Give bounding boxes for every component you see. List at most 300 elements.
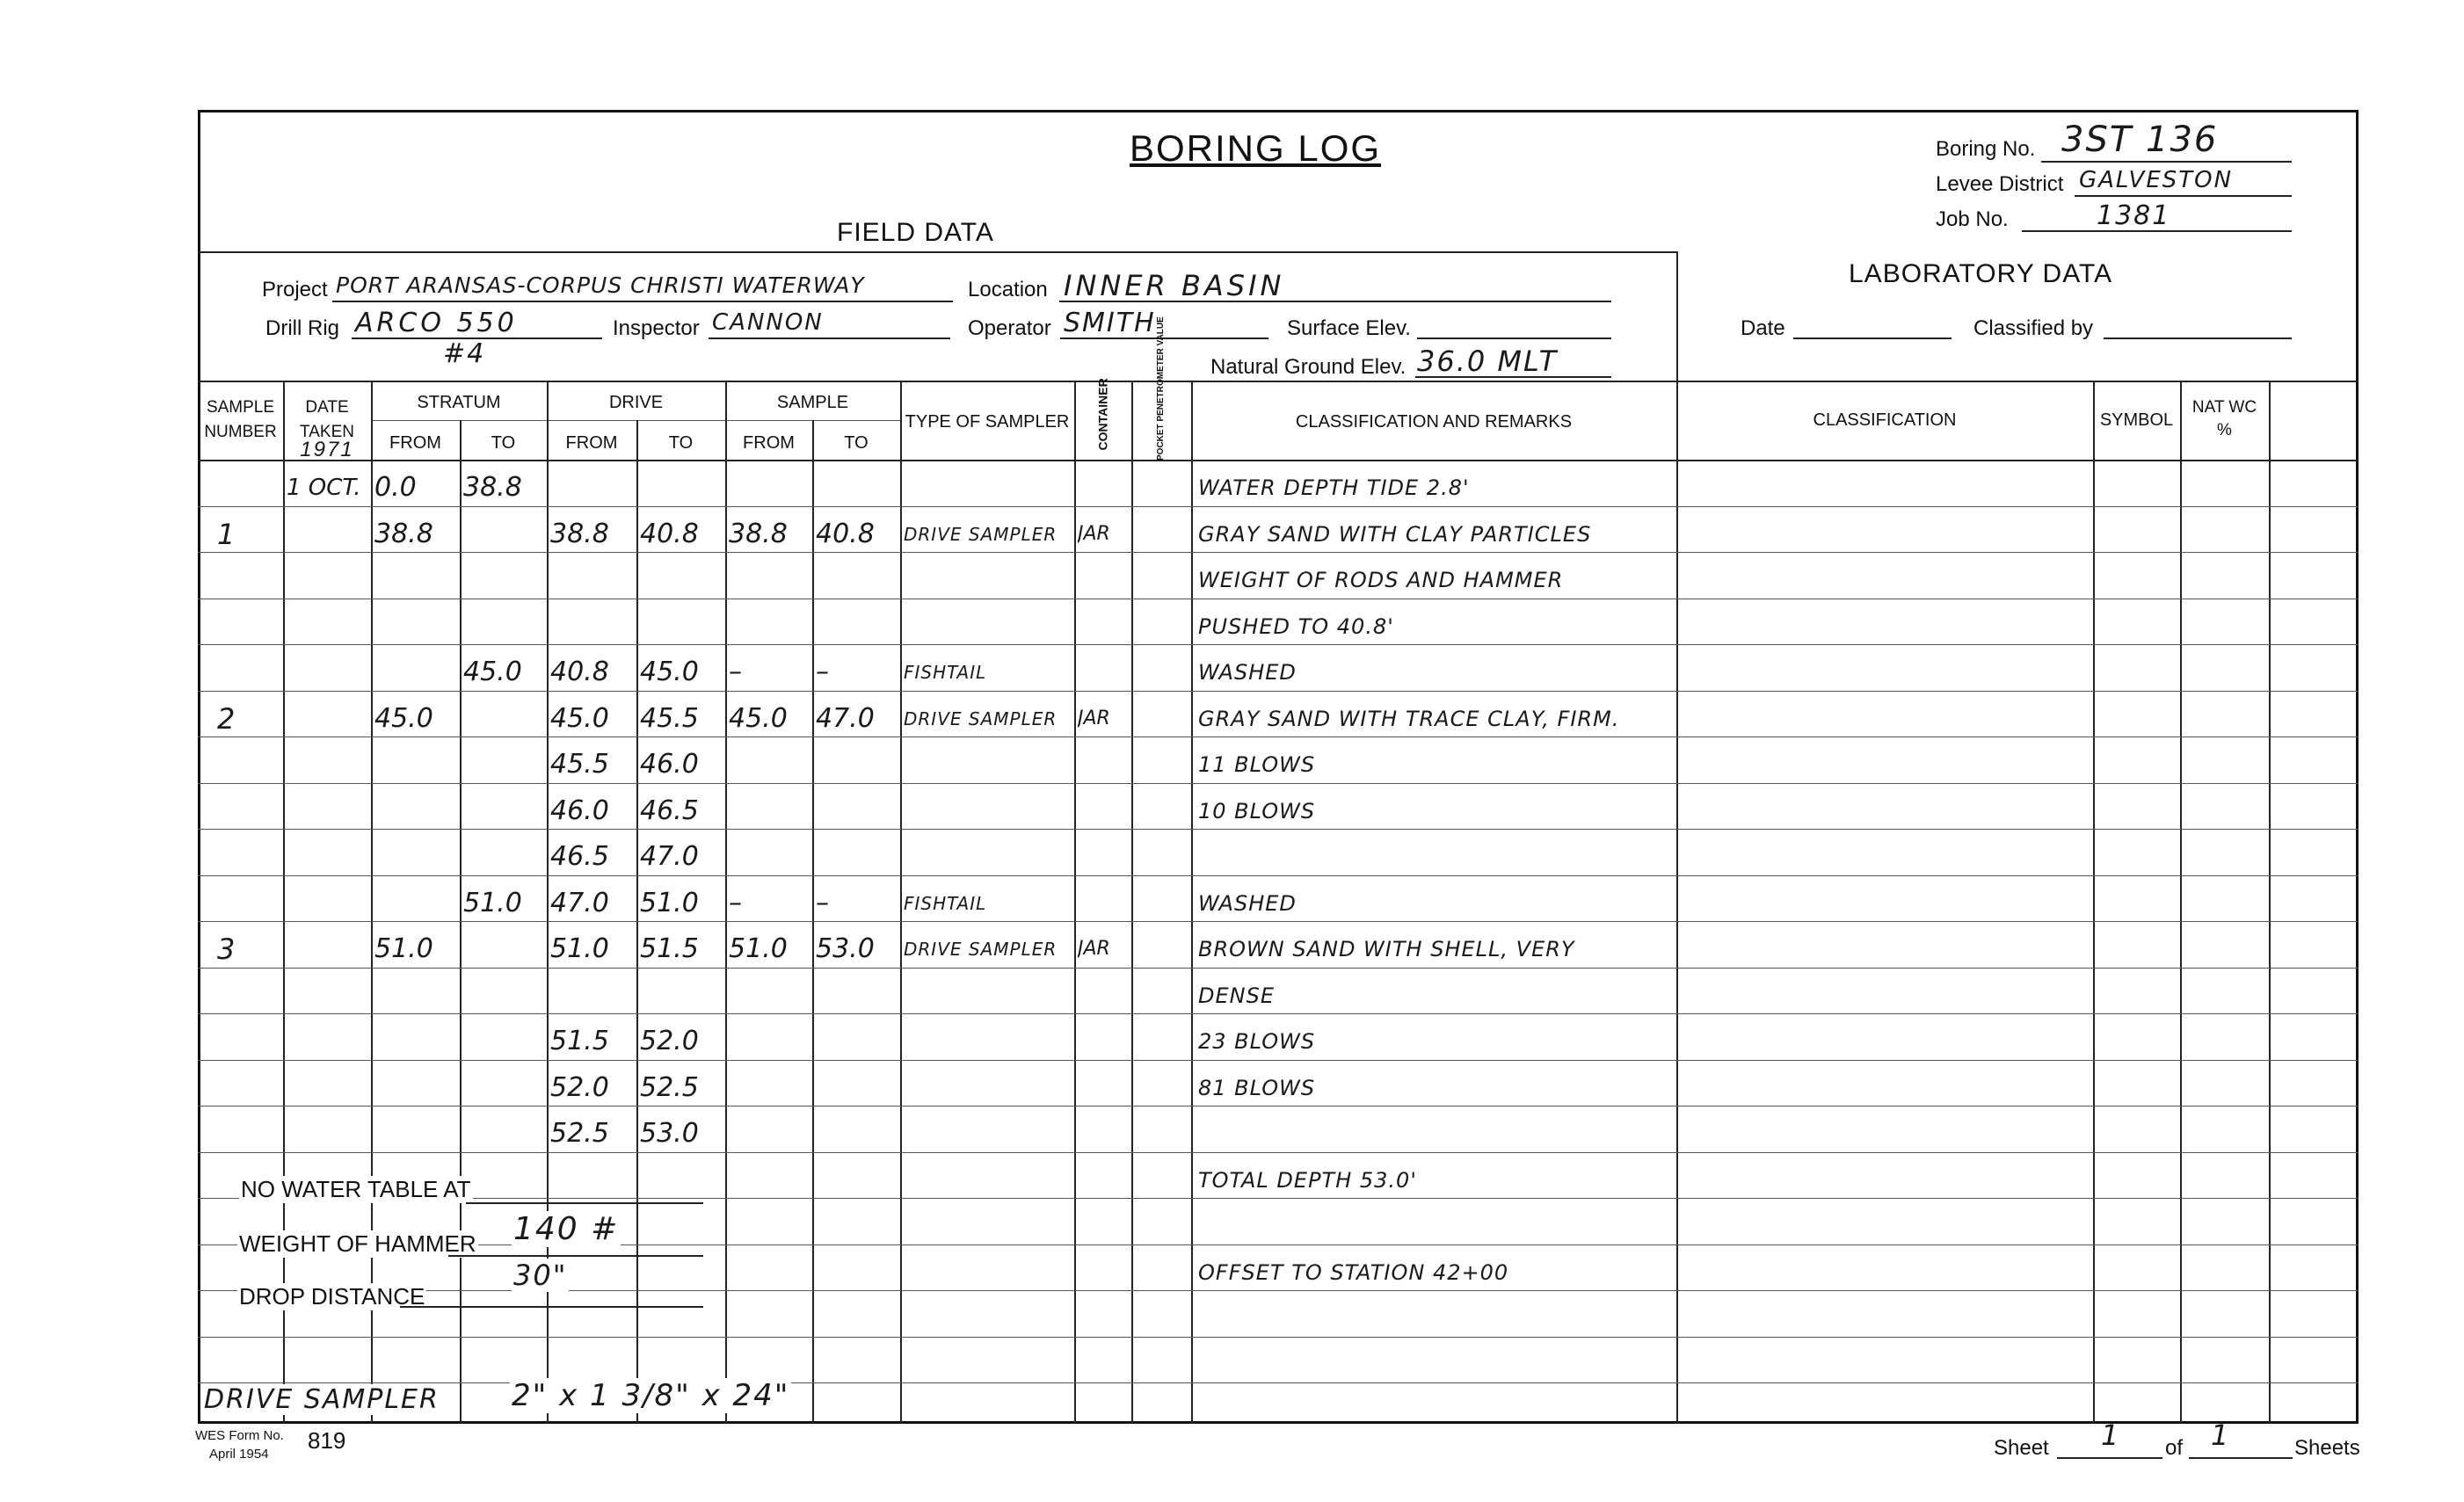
sample-number-cell <box>201 557 299 599</box>
header-sample: SAMPLE <box>206 398 275 417</box>
column-divider <box>1676 381 1678 1424</box>
drive-to-cell: 47.0 <box>640 841 699 872</box>
sample-from-cell <box>729 1157 812 1199</box>
row-divider <box>198 506 2359 507</box>
header-type-of-sampler: TYPE OF SAMPLER <box>905 412 1070 432</box>
drive-from-cell: 38.8 <box>550 518 609 549</box>
header-to: TO <box>844 433 869 453</box>
sheet-line <box>2057 1457 2162 1459</box>
sample-number-cell <box>201 1342 299 1383</box>
container-cell <box>1078 834 1131 875</box>
sample-number-cell <box>201 1111 299 1152</box>
date-cell <box>287 742 371 783</box>
water-table-label: NO WATER TABLE AT <box>241 1176 471 1202</box>
drive-from-cell: 51.0 <box>550 933 609 964</box>
header-year: 1971 <box>300 438 354 461</box>
sample-from-cell <box>729 834 812 875</box>
container-cell <box>1078 649 1131 691</box>
date-line <box>1793 337 1952 339</box>
sampler-type-cell: DRIVE SAMPLER <box>904 523 1058 545</box>
stratum-from-cell <box>374 649 460 691</box>
drive-to-cell <box>640 1203 725 1244</box>
sample-from-cell: 38.8 <box>729 518 788 549</box>
remarks-cell: 23 BLOWS <box>1198 1029 1316 1054</box>
container-cell: JAR <box>1078 707 1110 729</box>
remarks-cell: WASHED <box>1198 660 1297 685</box>
sampler-type-cell <box>904 742 1074 783</box>
sample-from-cell: 51.0 <box>729 933 788 964</box>
date-cell <box>287 834 371 875</box>
remarks-cell <box>1198 1342 1676 1383</box>
date-cell <box>287 973 371 1014</box>
header-drive: DRIVE <box>608 393 664 412</box>
sampler-type-cell <box>904 1065 1074 1107</box>
sheets-line <box>2189 1457 2293 1459</box>
column-divider <box>812 420 814 1424</box>
sample-number-cell <box>201 465 299 506</box>
drive-from-cell <box>550 1342 636 1383</box>
sampler-type-cell: DRIVE SAMPLER <box>904 707 1058 729</box>
remarks-cell: BROWN SAND WITH SHELL, VERY <box>1198 937 1575 961</box>
container-cell <box>1078 1342 1131 1383</box>
drive-sampler-label: DRIVE SAMPLER <box>204 1384 440 1415</box>
sample-number-cell: 3 <box>217 932 236 966</box>
sampler-type-cell <box>904 1295 1074 1337</box>
stratum-to-cell: 38.8 <box>463 472 522 503</box>
drive-to-cell <box>640 973 725 1014</box>
column-divider <box>900 381 902 1424</box>
drive-from-cell: 52.0 <box>550 1071 609 1103</box>
remarks-cell: WEIGHT OF RODS AND HAMMER <box>1198 568 1564 592</box>
project-line <box>332 301 953 302</box>
sampler-type-cell: DRIVE SAMPLER <box>904 939 1058 960</box>
boring-no-value: 3ST 136 <box>2061 120 2219 160</box>
sample-from-cell: 45.0 <box>729 702 788 734</box>
inspector-label: Inspector <box>613 316 700 340</box>
header-from: FROM <box>743 433 795 453</box>
date-cell <box>287 604 371 645</box>
column-divider <box>725 381 727 1424</box>
inspector-value: CANNON <box>712 309 824 336</box>
row-divider <box>198 1198 2359 1199</box>
remarks-cell: WASHED <box>1198 890 1297 916</box>
stratum-from-cell <box>374 788 460 830</box>
job-no-value: 1381 <box>2097 200 2171 231</box>
row-divider <box>198 1060 2359 1061</box>
boring-no-label: Boring No. <box>1936 137 2036 161</box>
field-data-divider <box>198 251 1677 253</box>
sample-to-cell: 53.0 <box>816 933 875 964</box>
drive-from-cell <box>550 1295 636 1337</box>
header-to: TO <box>668 433 694 453</box>
date-cell <box>287 926 371 968</box>
levee-district-label: Levee District <box>1936 172 2064 196</box>
header-from: FROM <box>389 433 441 453</box>
levee-district-line <box>2075 195 2292 197</box>
sample-from-cell <box>729 788 812 830</box>
sampler-type-cell <box>904 557 1074 599</box>
sample-to-cell: 47.0 <box>816 702 875 734</box>
stratum-to-cell <box>463 512 547 553</box>
lab-field-divider <box>1676 251 1678 381</box>
header-pocket-penetrometer: POCKET PENETROMETER VALUE <box>1156 316 1166 461</box>
sample-number-cell <box>201 834 299 875</box>
drop-distance-value: 30" <box>513 1259 568 1292</box>
container-cell <box>1078 1295 1131 1337</box>
sample-from-cell <box>729 742 812 783</box>
remarks-cell <box>1198 834 1676 875</box>
row-divider <box>198 921 2359 922</box>
header-stratum: STRATUM <box>417 393 501 412</box>
sample-to-cell <box>816 1250 900 1291</box>
container-cell <box>1078 1203 1131 1244</box>
stratum-from-cell <box>374 881 460 922</box>
table-top-line <box>198 381 2359 382</box>
drive-from-cell: 45.0 <box>550 702 609 734</box>
date-cell <box>287 557 371 599</box>
row-divider <box>198 783 2359 784</box>
header-to: TO <box>491 433 516 453</box>
container-cell <box>1078 557 1131 599</box>
surface-elev-line <box>1417 337 1611 339</box>
column-divider <box>1191 381 1193 1424</box>
sample-to-cell <box>816 557 900 599</box>
drive-to-cell: 45.0 <box>640 657 699 687</box>
sample-number-cell <box>201 742 299 783</box>
header-number: NUMBER <box>204 423 277 441</box>
container-cell: JAR <box>1078 938 1110 960</box>
field-data-heading: FIELD DATA <box>837 218 994 247</box>
stratum-to-cell <box>463 973 547 1014</box>
weight-of-hammer-value: 140 # <box>513 1211 620 1247</box>
sample-from-cell <box>729 604 812 645</box>
remarks-cell: GRAY SAND WITH TRACE CLAY, FIRM. <box>1198 706 1620 731</box>
stratum-to-cell <box>463 926 547 968</box>
drive-to-cell <box>640 1295 725 1337</box>
header-date: DATE <box>305 398 349 417</box>
date-cell <box>287 788 371 830</box>
stratum-to-cell <box>463 557 547 599</box>
job-no-label: Job No. <box>1936 207 2009 231</box>
drive-to-cell: 53.0 <box>640 1118 699 1149</box>
sample-from-cell <box>729 1203 812 1244</box>
remarks-cell: OFFSET TO STATION 42+00 <box>1198 1259 1509 1285</box>
sample-number-cell <box>201 649 299 691</box>
remarks-cell: GRAY SAND WITH CLAY PARTICLES <box>1198 521 1592 547</box>
row-divider <box>198 736 2359 737</box>
drill-rig-label: Drill Rig <box>265 316 339 340</box>
row-divider <box>198 1106 2359 1107</box>
container-cell <box>1078 1065 1131 1107</box>
date-cell <box>287 512 371 553</box>
date-cell <box>287 1111 371 1152</box>
row-divider <box>198 1013 2359 1014</box>
sample-from-cell <box>729 973 812 1014</box>
location-label: Location <box>968 278 1048 301</box>
sample-number-cell: 2 <box>217 701 236 736</box>
sample-from-cell <box>729 557 812 599</box>
header-from: FROM <box>565 433 618 453</box>
date-label: Date <box>1741 316 1785 340</box>
drive-to-cell <box>640 604 725 645</box>
column-divider <box>1074 381 1076 1424</box>
container-cell <box>1078 1250 1131 1291</box>
sample-number-cell <box>201 881 299 922</box>
stratum-to-cell <box>463 1157 547 1199</box>
drive-to-cell: 52.0 <box>640 1026 699 1056</box>
drive-to-cell: 51.5 <box>640 933 699 964</box>
sample-to-cell <box>816 788 900 830</box>
lab-data-heading: LABORATORY DATA <box>1849 259 2113 288</box>
drive-from-cell <box>550 465 636 506</box>
column-divider <box>460 420 462 1424</box>
stratum-to-cell <box>463 1065 547 1107</box>
sample-from-cell <box>729 1342 812 1383</box>
row-divider <box>198 875 2359 876</box>
sheets-value: 1 <box>2211 1419 2231 1452</box>
operator-label: Operator <box>968 316 1051 340</box>
drive-from-cell: 40.8 <box>550 657 609 687</box>
header-classification: CLASSIFICATION <box>1813 410 1957 430</box>
sample-from-cell <box>729 1295 812 1337</box>
surface-elev-label: Surface Elev. <box>1287 316 1411 340</box>
stratum-to-cell: 51.0 <box>463 887 522 918</box>
stratum-from-cell <box>374 834 460 875</box>
stratum-from-cell: 51.0 <box>374 933 433 964</box>
sample-from-cell <box>729 1111 812 1152</box>
location-value: INNER BASIN <box>1064 269 1285 302</box>
drive-from-cell: 47.0 <box>550 887 609 918</box>
header-symbol: SYMBOL <box>2099 410 2174 430</box>
sample-from-cell: – <box>729 887 742 918</box>
column-divider <box>2269 381 2271 1424</box>
container-cell <box>1078 881 1131 922</box>
project-label: Project <box>262 278 328 301</box>
header-sample-group: SAMPLE <box>776 393 849 412</box>
date-cell <box>287 649 371 691</box>
sample-to-cell <box>816 834 900 875</box>
sample-to-cell <box>816 1157 900 1199</box>
drive-from-cell <box>550 1157 636 1199</box>
drive-sampler-value: 2" x 1 3/8" x 24" <box>512 1378 790 1413</box>
sample-to-cell: – <box>816 887 829 918</box>
sampler-type-cell <box>904 973 1074 1014</box>
stratum-to-cell <box>463 696 547 737</box>
natural-ground-value: 36.0 MLT <box>1417 345 1559 378</box>
sample-number-cell <box>201 1019 299 1060</box>
drive-to-cell: 46.0 <box>640 749 699 780</box>
container-cell <box>1078 465 1131 506</box>
stratum-from-cell <box>374 742 460 783</box>
remarks-cell <box>1198 1295 1676 1337</box>
levee-district-value: GALVESTON <box>2079 167 2234 193</box>
sample-from-cell <box>729 1065 812 1107</box>
sheets-label: Sheets <box>2294 1436 2360 1460</box>
stratum-to-cell <box>463 604 547 645</box>
remarks-cell: DENSE <box>1198 983 1275 1008</box>
sample-to-cell <box>816 1111 900 1152</box>
drive-to-cell: 40.8 <box>640 518 699 549</box>
operator-value: SMITH <box>1064 308 1156 338</box>
header-container: CONTAINER <box>1095 378 1110 451</box>
container-cell <box>1078 1019 1131 1060</box>
weight-of-hammer-line <box>448 1255 703 1257</box>
row-divider <box>198 644 2359 645</box>
sample-number-cell: 1 <box>217 517 236 551</box>
drop-distance-label: DROP DISTANCE <box>239 1283 425 1310</box>
stratum-from-cell <box>374 1342 460 1383</box>
stratum-to-cell: 45.0 <box>463 657 522 687</box>
sampler-type-cell <box>904 1019 1074 1060</box>
form-title: BORING LOG <box>1130 127 1382 169</box>
sampler-type-cell <box>904 834 1074 875</box>
sample-number-cell <box>201 788 299 830</box>
stratum-from-cell <box>374 604 460 645</box>
header-taken: TAKEN <box>300 423 354 441</box>
weight-of-hammer-label: WEIGHT OF HAMMER <box>239 1230 476 1257</box>
sample-from-cell <box>729 1019 812 1060</box>
drive-to-cell <box>640 557 725 599</box>
sampler-type-cell <box>904 1342 1074 1383</box>
header-percent: % <box>2217 421 2232 439</box>
stratum-to-cell <box>463 834 547 875</box>
sample-to-cell <box>816 1342 900 1383</box>
container-cell <box>1078 604 1131 645</box>
date-cell <box>287 881 371 922</box>
stratum-to-cell <box>463 1342 547 1383</box>
drive-from-cell: 46.0 <box>550 795 609 826</box>
stratum-to-cell <box>463 1111 547 1152</box>
drive-to-cell <box>640 465 725 506</box>
sample-to-cell: – <box>816 657 829 687</box>
sample-number-cell <box>201 973 299 1014</box>
of-label: of <box>2165 1436 2184 1460</box>
sample-from-cell <box>729 465 812 506</box>
group-subheader-line <box>371 420 900 421</box>
row-divider <box>198 552 2359 553</box>
stratum-from-cell: 0.0 <box>374 472 417 503</box>
sample-to-cell <box>816 1065 900 1107</box>
water-table-line <box>466 1202 703 1204</box>
stratum-from-cell <box>374 1111 460 1152</box>
drive-from-cell: 46.5 <box>550 841 609 872</box>
boring-no-line <box>2041 161 2292 163</box>
drive-to-cell: 52.5 <box>640 1071 699 1103</box>
stratum-from-cell <box>374 557 460 599</box>
sample-number-cell <box>201 1065 299 1107</box>
sample-number-cell <box>201 604 299 645</box>
container-cell <box>1078 1157 1131 1199</box>
drive-from-cell <box>550 557 636 599</box>
classified-by-line <box>2104 337 2292 339</box>
form-no-label: WES Form No. <box>195 1428 284 1443</box>
container-cell <box>1078 1111 1131 1152</box>
column-divider <box>636 420 638 1424</box>
row-divider <box>198 1152 2359 1153</box>
drive-from-cell <box>550 604 636 645</box>
row-divider <box>198 829 2359 830</box>
column-divider <box>2180 381 2182 1424</box>
sample-from-cell: – <box>729 657 742 687</box>
column-divider <box>371 381 373 1424</box>
sample-to-cell <box>816 742 900 783</box>
sampler-type-cell: FISHTAIL <box>904 892 987 914</box>
row-divider <box>198 691 2359 692</box>
sample-to-cell <box>816 1203 900 1244</box>
date-cell: 1 OCT. <box>287 475 361 501</box>
container-cell <box>1078 973 1131 1014</box>
drive-from-cell: 51.5 <box>550 1026 609 1056</box>
drive-from-cell: 45.5 <box>550 749 609 780</box>
date-cell <box>287 1019 371 1060</box>
drive-to-cell: 46.5 <box>640 795 699 826</box>
sample-to-cell: 40.8 <box>816 518 875 549</box>
stratum-from-cell <box>374 973 460 1014</box>
natural-ground-label: Natural Ground Elev. <box>1210 355 1406 379</box>
date-cell <box>287 696 371 737</box>
sheet-label: Sheet <box>1994 1436 2049 1460</box>
sample-to-cell <box>816 973 900 1014</box>
column-divider <box>1131 381 1133 1424</box>
drill-rig-note: #4 <box>443 338 486 369</box>
remarks-cell: PUSHED TO 40.8' <box>1198 613 1394 639</box>
stratum-from-cell <box>374 1019 460 1060</box>
table-header-bottom <box>198 460 2359 461</box>
stratum-to-cell <box>463 1019 547 1060</box>
container-cell <box>1078 742 1131 783</box>
sample-to-cell <box>816 1295 900 1337</box>
date-cell <box>287 1342 371 1383</box>
form-date: April 1954 <box>209 1447 269 1462</box>
stratum-from-cell <box>374 1065 460 1107</box>
stratum-to-cell <box>463 788 547 830</box>
drive-to-cell: 51.0 <box>640 887 699 918</box>
project-value: PORT ARANSAS-CORPUS CHRISTI WATERWAY <box>336 272 865 298</box>
remarks-cell <box>1198 1203 1676 1244</box>
sampler-type-cell <box>904 788 1074 830</box>
remarks-cell: 11 BLOWS <box>1198 752 1316 777</box>
remarks-cell: TOTAL DEPTH 53.0' <box>1198 1167 1417 1193</box>
sample-from-cell <box>729 1250 812 1291</box>
sampler-type-cell <box>904 604 1074 645</box>
drill-rig-value: ARCO 550 <box>355 308 518 338</box>
column-divider <box>2093 381 2095 1424</box>
stratum-from-cell: 45.0 <box>374 702 433 734</box>
sampler-type-cell <box>904 1111 1074 1152</box>
remarks-cell: 81 BLOWS <box>1198 1075 1316 1100</box>
remarks-cell <box>1198 1111 1676 1152</box>
stratum-to-cell <box>463 1295 547 1337</box>
drive-to-cell <box>640 1342 725 1383</box>
drive-from-cell <box>550 973 636 1014</box>
header-classification-remarks: CLASSIFICATION AND REMARKS <box>1295 412 1573 432</box>
sampler-type-cell: FISHTAIL <box>904 662 987 683</box>
container-cell <box>1078 788 1131 830</box>
sampler-type-cell <box>904 1250 1074 1291</box>
header-nat-wc: NAT WC <box>2191 398 2257 417</box>
classified-by-label: Classified by <box>1973 316 2094 340</box>
drop-distance-line <box>400 1306 703 1308</box>
drive-from-cell: 52.5 <box>550 1118 609 1149</box>
row-divider <box>198 1337 2359 1338</box>
remarks-cell: 10 BLOWS <box>1198 798 1316 824</box>
date-cell <box>287 1065 371 1107</box>
stratum-from-cell: 38.8 <box>374 518 433 549</box>
sampler-type-cell <box>904 1157 1074 1199</box>
sample-to-cell <box>816 1019 900 1060</box>
inspector-line <box>709 337 950 339</box>
sample-to-cell <box>816 604 900 645</box>
